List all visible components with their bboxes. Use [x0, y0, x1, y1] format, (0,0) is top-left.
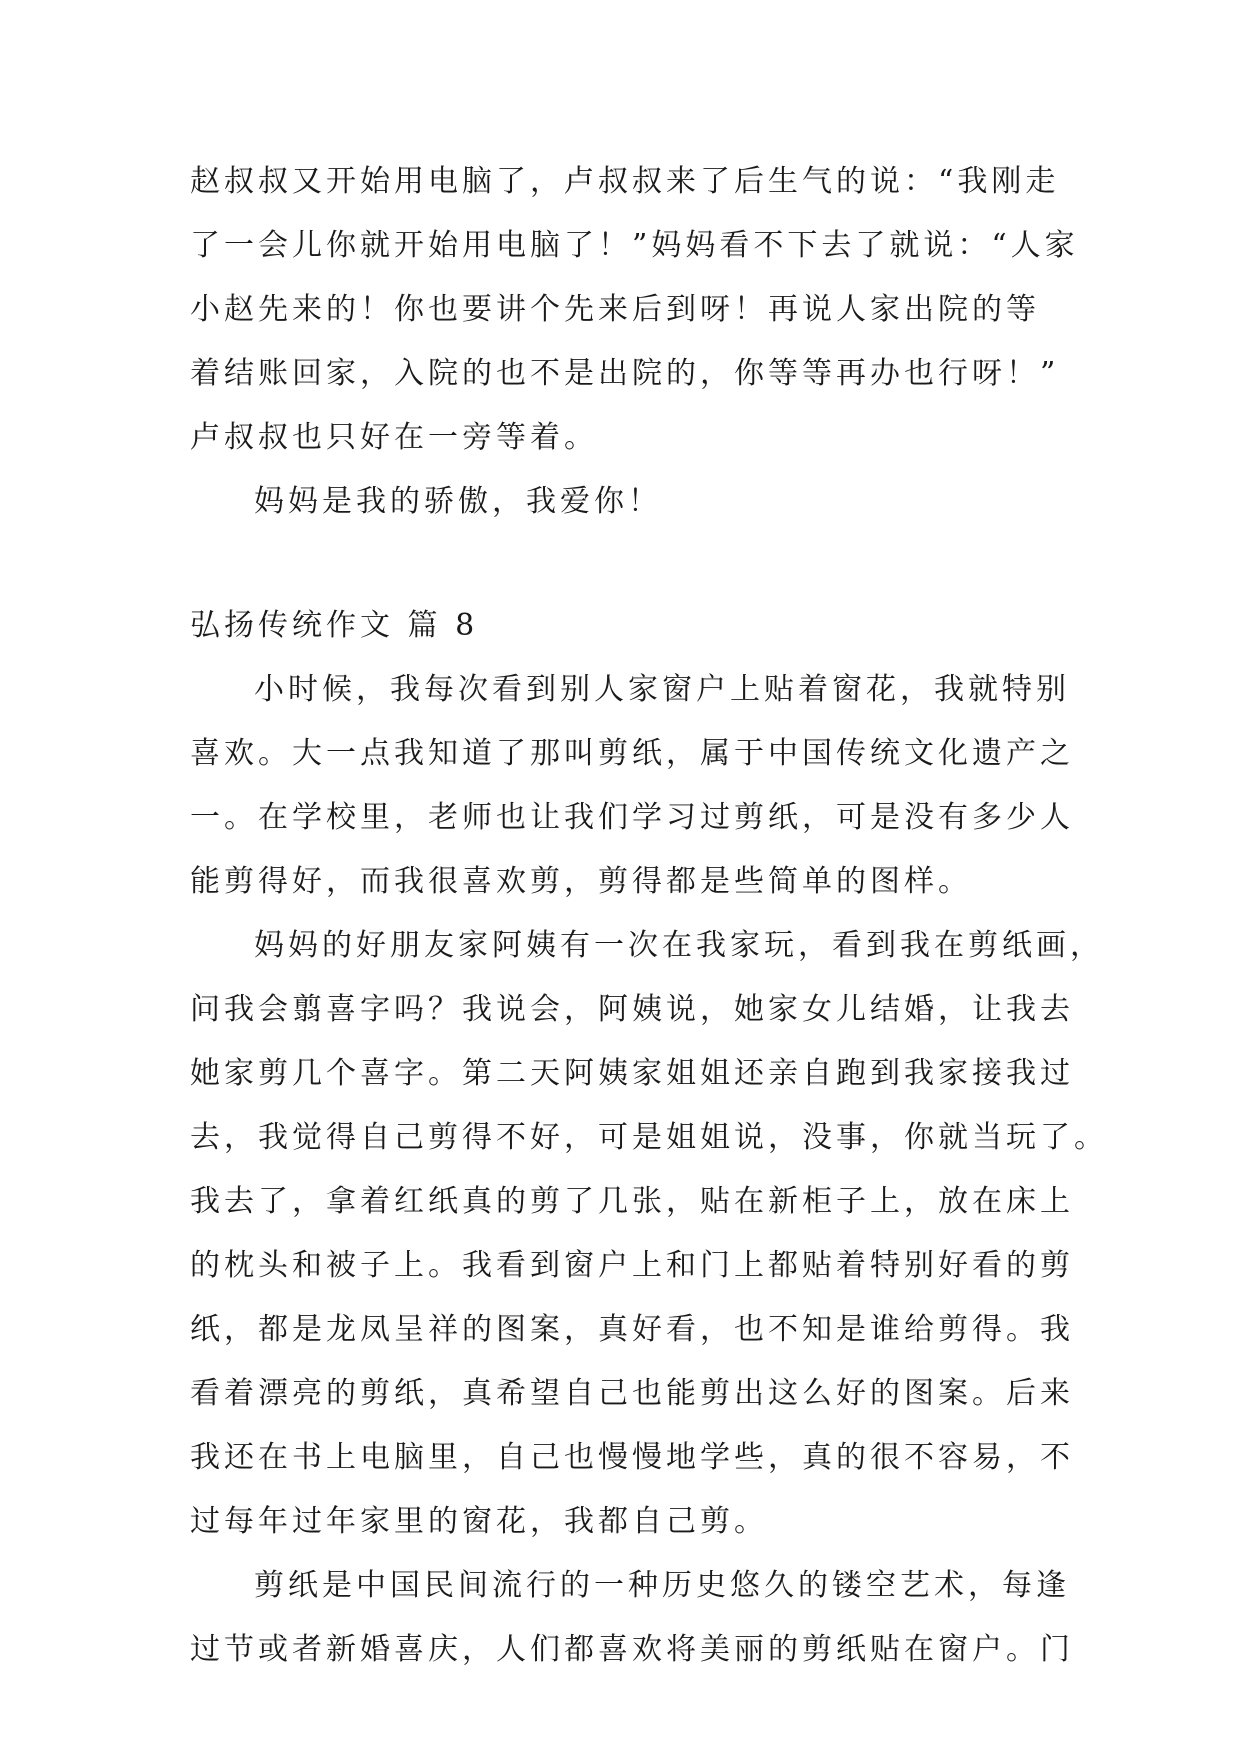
paragraph: [190, 914, 1108, 1554]
text-line: 剪纸是中国民间流行的一种历史悠久的镂空艺术，每逢: [254, 1568, 1070, 1603]
text-line: 她家剪几个喜字。第二天阿姨家姐姐还亲自跑到我家接我过: [190, 1056, 1074, 1091]
text-line: 了一会儿你就开始用电脑了！”妈妈看不下去了就说：“人家: [190, 228, 1079, 263]
text-line: 小赵先来的！你也要讲个先来后到呀！再说人家出院的等: [190, 292, 1040, 327]
text-line: 的枕头和被子上。我看到窗户上和门上都贴着特别好看的剪: [190, 1248, 1074, 1283]
text-line: 小时候，我每次看到别人家窗户上贴着窗花，我就特别: [254, 672, 1070, 707]
text-line: 能剪得好，而我很喜欢剪，剪得都是些简单的图样。: [190, 864, 972, 899]
text-line: 我去了，拿着红纸真的剪了几张，贴在新柜子上，放在床上: [190, 1184, 1074, 1219]
text-line: 过节或者新婚喜庆，人们都喜欢将美丽的剪纸贴在窗户。门: [190, 1632, 1074, 1667]
paragraph: [190, 1554, 1074, 1682]
text-line: 纸，都是龙凤呈祥的图案，真好看，也不知是谁给剪得。我: [190, 1312, 1074, 1347]
text-line: 赵叔叔又开始用电脑了，卢叔叔来了后生气的说：“我刚走: [190, 164, 1060, 199]
text-line: 去，我觉得自己剪得不好，可是姐姐说，没事，你就当玩了。: [190, 1120, 1108, 1155]
previous-section-text: [190, 150, 1079, 534]
text-line: 看着漂亮的剪纸，真希望自己也能剪出这么好的图案。后来: [190, 1376, 1074, 1411]
text-line: 着结账回家，入院的也不是出院的，你等等再办也行呀！”: [190, 356, 1060, 391]
document-page: [190, 150, 1108, 1682]
text-line: 卢叔叔也只好在一旁等着。: [190, 420, 598, 455]
paragraph: [190, 658, 1074, 914]
text-line: 我还在书上电脑里，自己也慢慢地学些，真的很不容易，不: [190, 1440, 1074, 1475]
text-line: 过每年过年家里的窗花，我都自己剪。: [190, 1504, 768, 1539]
text-line: 妈妈的好朋友家阿姨有一次在我家玩，看到我在剪纸画，: [254, 928, 1104, 963]
text-line: 问我会翦喜字吗？我说会，阿姨说，她家女儿结婚，让我去: [190, 992, 1074, 1027]
text-line: 一。在学校里，老师也让我们学习过剪纸，可是没有多少人: [190, 800, 1074, 835]
closing-line: 妈妈是我的骄傲，我爱你！: [254, 484, 662, 519]
section-heading: 弘扬传统作文 篇 8: [190, 608, 479, 643]
text-line: 喜欢。大一点我知道了那叫剪纸，属于中国传统文化遗产之: [190, 736, 1074, 771]
